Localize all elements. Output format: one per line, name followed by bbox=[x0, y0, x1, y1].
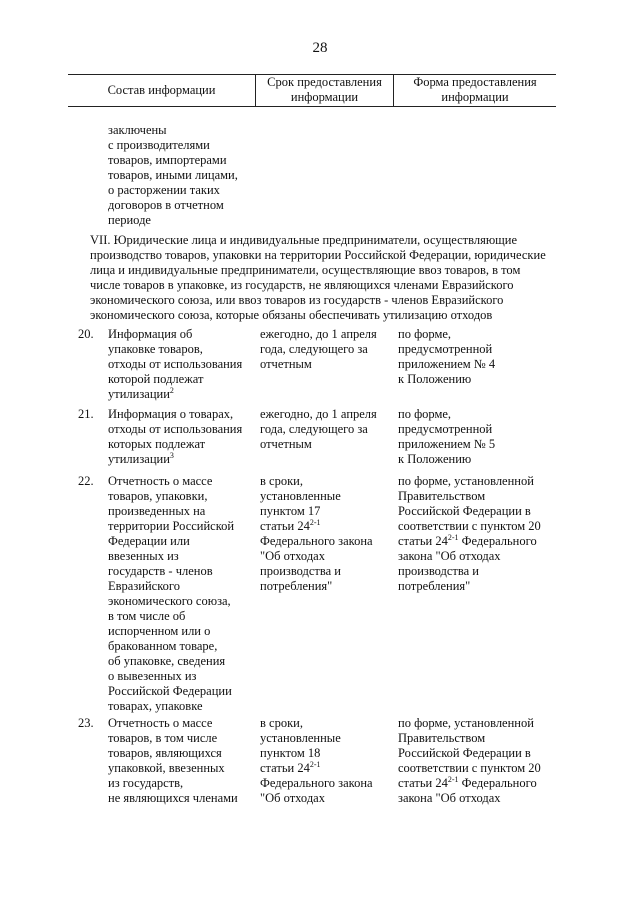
row-number: 22. bbox=[78, 474, 94, 488]
row-form: по форме, установленной Правительством Российской Федерации в соответствии с пунктом 20 статьи 24$^{2-1}$ Федерального закона "Об отходах производства и потребления" bbox=[398, 474, 541, 593]
row-number: 23. bbox=[78, 716, 94, 730]
row-deadline: ежегодно, до 1 апреля года, следующего за отчетным bbox=[260, 407, 377, 451]
section-title: VII. Юридические лица и индивидуальные предприниматели, осуществляющие производство товаров, упаковки на территории Российской Федерации, юридические лица и индивидуальные предприниматели, осуществляющие ввоз товаров, в том числе товаров в упаковке, из государств, не являющихся членами Евразийского экономического союза, или ввоз товаров из государств - членов Евразийского экономического союза, которые обязаны обеспечивать утилизацию отходов bbox=[90, 233, 546, 322]
header-col-form: Форма предоставления информации bbox=[413, 75, 537, 104]
row-info: Информация об упаковке товаров, отходы от использования которой подлежат утилизации$^2$ bbox=[108, 327, 243, 401]
header-col-composition: Состав информации bbox=[107, 83, 216, 97]
footnote-ref: 2 bbox=[169, 385, 174, 395]
row-form: по форме, установленной Правительством Российской Федерации в соответствии с пунктом 20 статьи 24$^{2-1}$ Федерального закона "Об отходах bbox=[398, 716, 541, 805]
row-info: Отчетность о массе товаров, упаковки, произведенных на территории Российской Федерации или ввезенных из государств - членов Евразийского экономического союза, в том числе об испорченном или о бракованном товаре, об упаковке, сведения о вывезенных из Российской Федерации товарах, упаковке bbox=[108, 474, 235, 713]
row-number: 20. bbox=[78, 327, 94, 341]
row-form: по форме, предусмотренной приложением № 5 к Положению bbox=[398, 407, 496, 466]
row-info: Информация о товарах, отходы от использования которых подлежат утилизации$^3$ bbox=[108, 407, 243, 466]
row-form: по форме, предусмотренной приложением № 4 к Положению bbox=[398, 327, 496, 386]
row-info: Отчетность о массе товаров, в том числе товаров, являющихся упаковкой, ввезенных из государств, не являющихся членами bbox=[108, 716, 238, 805]
table-header-bottom-rule bbox=[68, 106, 556, 107]
continuation-text: заключены с производителями товаров, импортерами товаров, иными лицами, о расторжении таких договоров в отчетном периоде bbox=[108, 123, 238, 227]
row-deadline: в сроки, установленные пунктом 17 статьи 24$^{2-1}$ Федерального закона "Об отходах производства и потребления" bbox=[260, 474, 373, 593]
page-number: 28 bbox=[312, 40, 328, 56]
header-col-deadline: Срок предоставления информации bbox=[267, 75, 382, 104]
footnote-ref: 3 bbox=[169, 450, 174, 460]
row-deadline: ежегодно, до 1 апреля года, следующего за отчетным bbox=[260, 327, 377, 371]
row-deadline: в сроки, установленные пунктом 18 статьи 24$^{2-1}$ Федерального закона "Об отходах bbox=[260, 716, 373, 805]
row-number: 21. bbox=[78, 407, 94, 421]
